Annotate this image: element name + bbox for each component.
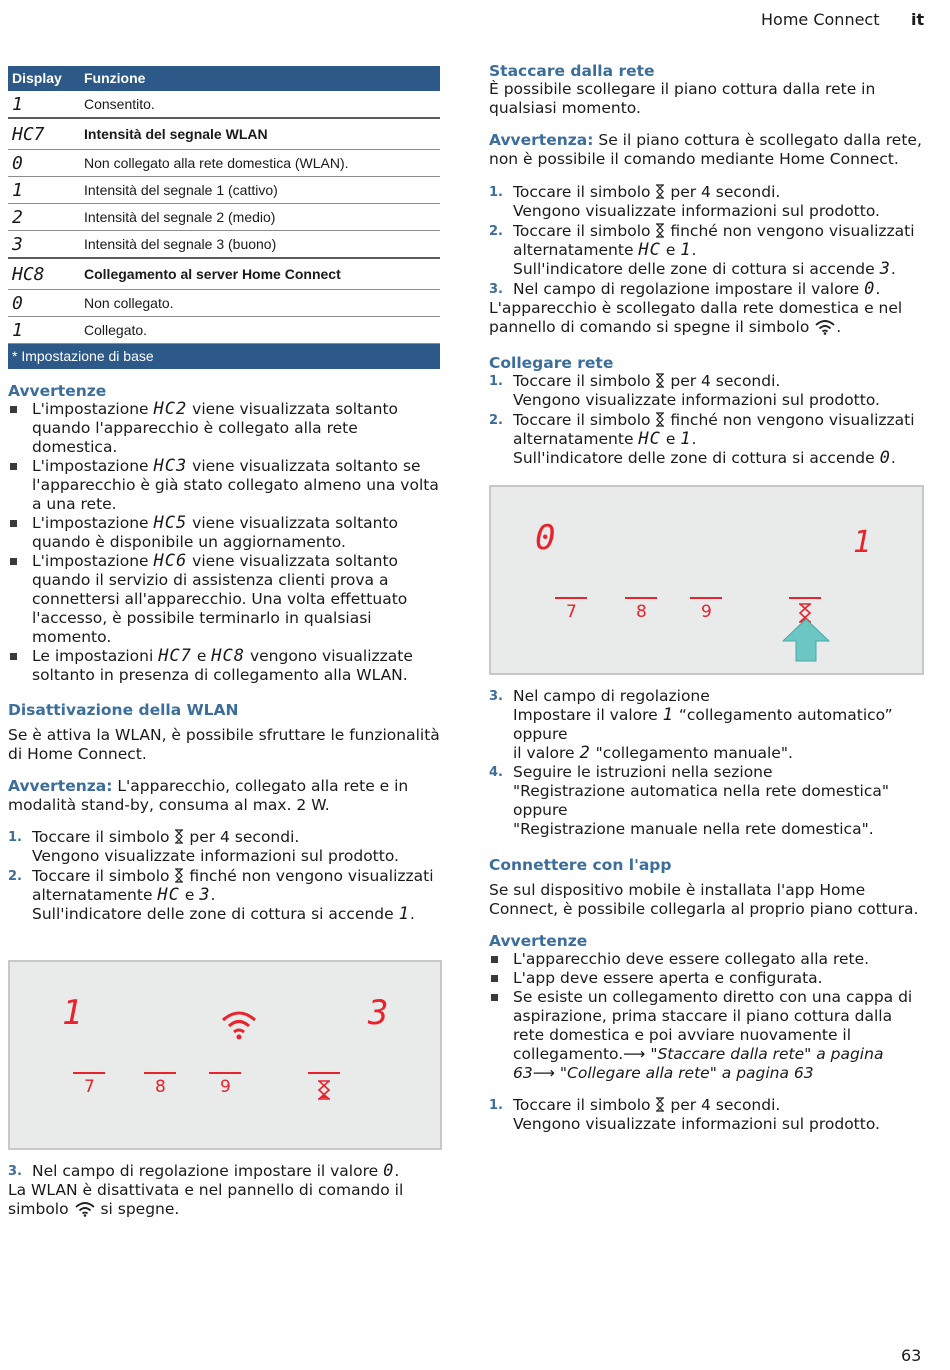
step-item: 1. Toccare il simbolo per 4 secondi. Vengono visualizzate informazioni sul prodotto. bbox=[8, 828, 399, 865]
col-function: Funzione bbox=[80, 66, 440, 91]
display-code: 1 bbox=[8, 177, 80, 204]
function-text: Intensità del segnale 2 (medio) bbox=[80, 204, 440, 231]
hourglass-icon bbox=[655, 373, 665, 388]
hourglass-icon bbox=[317, 1080, 331, 1100]
pointer-arrow-icon bbox=[781, 617, 831, 663]
step-item: 1. Toccare il simbolo per 4 secondi. Vengono visualizzate informazioni sul prodotto. bbox=[489, 372, 880, 409]
cross-reference-link[interactable]: "Collegare alla rete" a pagina 63 bbox=[554, 1064, 814, 1082]
table-row bbox=[8, 91, 440, 118]
list-item: L'impostazione HC5 viene visualizzata soltanto quando è disponibile un aggiornamento. bbox=[8, 514, 440, 552]
zone-bar bbox=[73, 1072, 105, 1074]
table-row bbox=[8, 317, 440, 344]
panel-display-right: 3 bbox=[368, 993, 389, 1033]
warning-text: Avvertenza: Se il piano cottura è scollegato dalla rete, non è possibile il comando mediante Home Connect. bbox=[489, 131, 922, 168]
table-row bbox=[8, 150, 440, 177]
table-row bbox=[8, 204, 440, 231]
disable-wlan-heading: Disattivazione della WLAN bbox=[8, 701, 239, 719]
display-code: 0 bbox=[8, 150, 80, 177]
step-item: 1. Toccare il simbolo per 4 secondi. Vengono visualizzate informazioni sul prodotto. bbox=[489, 183, 880, 220]
display-code: HC8 bbox=[8, 258, 80, 290]
section-title: Intensità del segnale WLAN bbox=[80, 118, 440, 150]
notes-heading: Avvertenze bbox=[489, 932, 588, 950]
table-footer-row bbox=[8, 344, 440, 370]
step-item: 3. Nel campo di regolazione Impostare il valore 1 “collegamento automatico” oppure il valore 2 "collegamento manuale". bbox=[489, 687, 893, 763]
wifi-icon bbox=[220, 1010, 258, 1040]
function-text: Non collegato alla rete domestica (WLAN). bbox=[80, 150, 440, 177]
table-section-row bbox=[8, 118, 440, 150]
zone-label: 7 bbox=[84, 1077, 95, 1097]
table-section-row bbox=[8, 258, 440, 290]
connect-steps bbox=[489, 372, 924, 468]
app-notes-list bbox=[489, 950, 924, 1083]
step-item: 3. Nel campo di regolazione impostare il valore 0. bbox=[489, 279, 881, 299]
zone-bar bbox=[789, 597, 821, 599]
control-panel-illustration bbox=[8, 960, 442, 1150]
display-code: 2 bbox=[8, 204, 80, 231]
table-footnote: * Impostazione di base bbox=[8, 344, 440, 370]
zone-label: 8 bbox=[636, 602, 647, 622]
step-item: 2. Toccare il simbolo finché non vengono visualizzati alternatamente HC e 3. Sull'indicatore delle zone di cottura si accende 1. bbox=[8, 867, 434, 924]
hourglass-icon bbox=[655, 184, 665, 199]
table-row bbox=[8, 290, 440, 317]
zone-bar bbox=[209, 1072, 241, 1074]
app-heading: Connettere con l'app bbox=[489, 856, 672, 874]
cross-reference-link[interactable]: "Staccare dalla rete" a pagina 63 bbox=[513, 1045, 884, 1082]
disable-steps-continued bbox=[8, 1162, 440, 1181]
header-language: it bbox=[911, 10, 925, 29]
step-item: 2. Toccare il simbolo finché non vengono visualizzati alternatamente HC e 1. Sull'indicatore delle zone di cottura si accende 3. bbox=[489, 222, 915, 279]
left-column bbox=[8, 66, 440, 924]
wifi-icon bbox=[74, 1201, 96, 1217]
list-item: Se esiste un collegamento diretto con una cappa di aspirazione, prima staccare il piano cottura dalla rete domestica e poi avviare nuovamente il collegamento.⟶ "Staccare dalla rete" a pagina 63⟶ "Collegare alla rete" a pagina 63 bbox=[489, 988, 924, 1083]
hourglass-icon bbox=[655, 223, 665, 238]
function-text: Collegato. bbox=[80, 317, 440, 344]
zone-bar bbox=[555, 597, 587, 599]
zone-bar bbox=[625, 597, 657, 599]
connect-steps-continued bbox=[489, 687, 924, 839]
zone-bar bbox=[144, 1072, 176, 1074]
disable-wlan-text: Se è attiva la WLAN, è possibile sfruttare le funzionalità di Home Connect. bbox=[8, 726, 440, 763]
disable-steps bbox=[8, 828, 440, 924]
step-item: 1. Toccare il simbolo per 4 secondi. Vengono visualizzate informazioni sul prodotto. bbox=[489, 1096, 880, 1133]
panel-display-left: 0 bbox=[535, 518, 556, 558]
function-table bbox=[8, 66, 440, 369]
step-item: 2. Toccare il simbolo finché non vengono visualizzati alternatamente HC e 1. Sull'indicatore delle zone di cottura si accende 0. bbox=[489, 411, 915, 468]
app-text: Se sul dispositivo mobile è installata l'app Home Connect, è possibile collegarla al proprio piano cottura. bbox=[489, 881, 919, 918]
hourglass-icon bbox=[655, 1097, 665, 1112]
table-row bbox=[8, 177, 440, 204]
col-display: Display bbox=[8, 66, 80, 91]
page-number: 63 bbox=[901, 1346, 922, 1365]
step3-result-text: La WLAN è disattivata e nel pannello di comando il simbolo si spegne. bbox=[8, 1181, 404, 1218]
zone-label: 8 bbox=[155, 1077, 166, 1097]
table-row bbox=[8, 231, 440, 259]
notes-heading: Avvertenze bbox=[8, 382, 107, 400]
list-item: Le impostazioni HC7 e HC8 vengono visualizzate soltanto in presenza di collegamento alla WLAN. bbox=[8, 647, 440, 685]
list-item: L'impostazione HC6 viene visualizzata soltanto quando il servizio di assistenza clienti prova a connettersi all'apparecchio. Una volta effettuato l'accesso, è possibile terminarlo in qualsiasi momento. bbox=[8, 552, 440, 647]
unplug-steps bbox=[489, 183, 924, 299]
zone-label: 9 bbox=[220, 1077, 231, 1097]
warning-text: Avvertenza: L'apparecchio, collegato alla rete e in modalità stand-by, consuma al max. 2 W. bbox=[8, 777, 409, 814]
display-code: 3 bbox=[8, 231, 80, 259]
function-text: Intensità del segnale 1 (cattivo) bbox=[80, 177, 440, 204]
list-item: L'impostazione HC2 viene visualizzata soltanto quando l'apparecchio è collegato alla rete domestica. bbox=[8, 400, 440, 457]
function-text: Non collegato. bbox=[80, 290, 440, 317]
unplug-heading: Staccare dalla rete bbox=[489, 62, 655, 80]
step-item: 4. Seguire le istruzioni nella sezione "Registrazione automatica nella rete domestica" oppure "Registrazione manuale nella rete domestica". bbox=[489, 763, 890, 838]
right-column bbox=[489, 62, 924, 468]
control-panel-illustration bbox=[489, 485, 924, 675]
function-text: Consentito. bbox=[80, 91, 440, 118]
app-steps bbox=[489, 1096, 924, 1134]
hourglass-icon bbox=[655, 412, 665, 427]
zone-bar bbox=[308, 1072, 340, 1074]
page-header bbox=[0, 10, 950, 32]
table-header-row bbox=[8, 66, 440, 91]
wifi-icon bbox=[814, 319, 836, 335]
connect-heading: Collegare rete bbox=[489, 354, 614, 372]
step-item: 3. Nel campo di regolazione impostare il valore 0. bbox=[8, 1161, 400, 1181]
unplug-text: È possibile scollegare il piano cottura dalla rete in qualsiasi momento. bbox=[489, 80, 876, 117]
function-text: Intensità del segnale 3 (buono) bbox=[80, 231, 440, 259]
display-code: 1 bbox=[8, 317, 80, 344]
hourglass-icon bbox=[174, 829, 184, 844]
display-code: HC7 bbox=[8, 118, 80, 150]
arrow-icon: ⟶ bbox=[532, 1064, 555, 1082]
notes-list bbox=[8, 400, 440, 685]
list-item: L'apparecchio deve essere collegato alla rete. bbox=[489, 950, 924, 969]
unplug-result-text: L'apparecchio è scollegato dalla rete domestica e nel pannello di comando si spegne il simbolo . bbox=[489, 299, 903, 336]
list-item: L'app deve essere aperta e configurata. bbox=[489, 969, 924, 988]
left-column-bottom bbox=[8, 1162, 440, 1219]
zone-label: 7 bbox=[566, 602, 577, 622]
display-code: 1 bbox=[8, 91, 80, 118]
zone-bar bbox=[690, 597, 722, 599]
section-title: Collegamento al server Home Connect bbox=[80, 258, 440, 290]
panel-display-left: 1 bbox=[62, 993, 83, 1033]
header-title: Home Connect bbox=[761, 10, 880, 29]
list-item: L'impostazione HC3 viene visualizzata soltanto se l'apparecchio è già stato collegato almeno una volta a una rete. bbox=[8, 457, 440, 514]
panel-display-right: 1 bbox=[853, 525, 872, 560]
arrow-icon: ⟶ bbox=[623, 1045, 646, 1063]
right-column-bottom bbox=[489, 687, 924, 1134]
zone-label: 9 bbox=[701, 602, 712, 622]
hourglass-icon bbox=[174, 868, 184, 883]
display-code: 0 bbox=[8, 290, 80, 317]
